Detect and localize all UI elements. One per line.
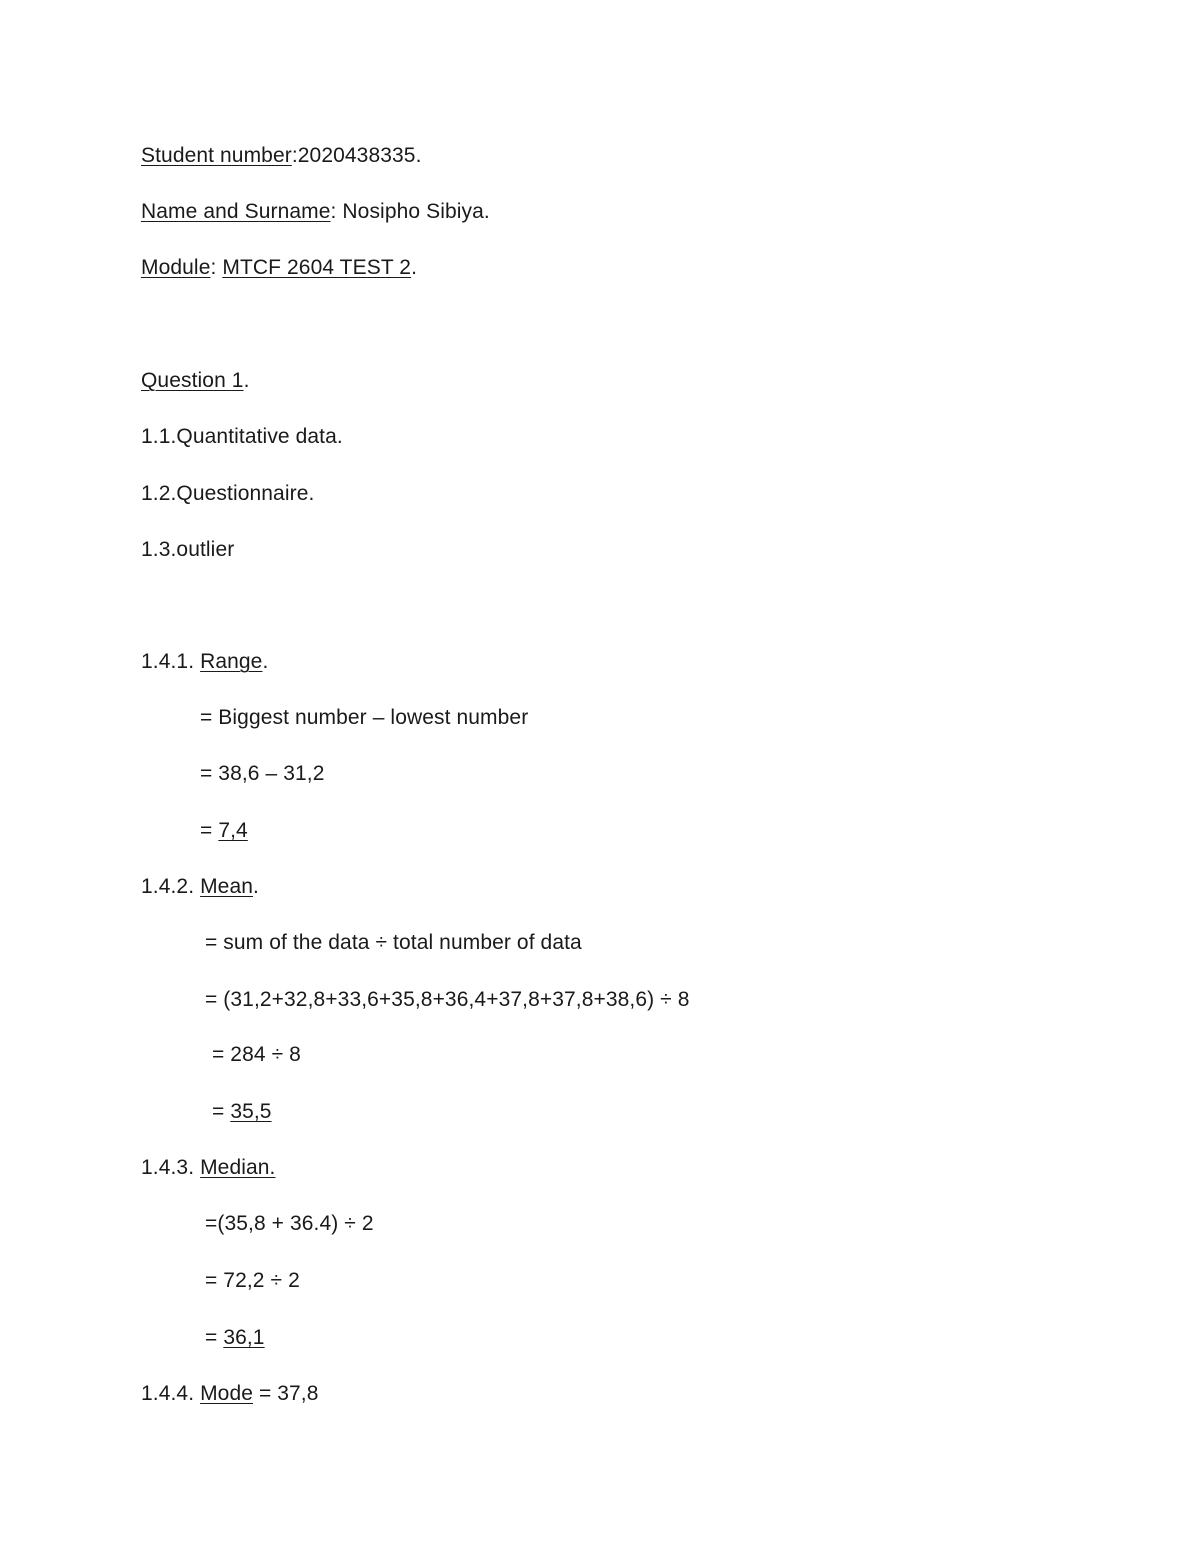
range-step-3 [200, 818, 248, 844]
median-heading [141, 1155, 276, 1181]
name-surname-value: : Nosipho Sibiya. [330, 200, 490, 223]
module-label: Module [141, 256, 211, 279]
mean-number: 1.4.2. [141, 875, 201, 898]
mode-value: = 37,8 [253, 1382, 319, 1405]
mean-answer: 35,5 [230, 1100, 272, 1123]
module-end: . [411, 256, 418, 279]
range-heading [141, 649, 268, 675]
mean-label-end: . [253, 875, 259, 898]
name-surname-line [141, 199, 490, 225]
range-step-1: = Biggest number – lowest number [200, 706, 529, 729]
median-step-2: = 72,2 ÷ 2 [205, 1269, 300, 1292]
module-separator: : [210, 256, 223, 279]
median-answer: 36,1 [223, 1326, 265, 1349]
mean-step-1: = sum of the data ÷ total number of data [205, 931, 582, 954]
range-answer: 7,4 [218, 819, 248, 842]
mean-heading [141, 874, 259, 900]
range-label: Range [200, 650, 263, 673]
range-step-2: = 38,6 – 31,2 [200, 762, 325, 785]
median-number: 1.4.3. [141, 1156, 201, 1179]
mean-step-2: = (31,2+32,8+33,6+35,8+36,4+37,8+37,8+38,6) ÷ 8 [205, 988, 690, 1011]
range-step-3-prefix: = [200, 819, 219, 842]
mean-step-3: = 284 ÷ 8 [212, 1043, 301, 1066]
question-1-end: . [243, 369, 250, 392]
student-number-value: :2020438335. [291, 144, 422, 167]
median-step-1: =(35,8 + 36.4) ÷ 2 [205, 1212, 374, 1235]
mode-line [141, 1381, 319, 1407]
student-number-label: Student number [141, 144, 292, 167]
module-value: MTCF 2604 TEST 2 [222, 256, 412, 279]
range-number: 1.4.1. [141, 650, 201, 673]
name-surname-label: Name and Surname [141, 200, 331, 223]
median-label: Median. [200, 1156, 276, 1179]
question-1-label: Question 1 [141, 369, 244, 392]
answer-1-2: 1.2.Questionnaire. [141, 482, 315, 505]
median-step-3-prefix: = [205, 1326, 224, 1349]
answer-1-1: 1.1.Quantitative data. [141, 425, 343, 448]
mean-step-4-prefix: = [212, 1100, 231, 1123]
mean-step-4 [212, 1099, 272, 1125]
question-1-title [141, 368, 250, 394]
student-number-line [141, 143, 422, 169]
mode-label: Mode [200, 1382, 254, 1405]
module-line [141, 255, 417, 281]
mode-number: 1.4.4. [141, 1382, 201, 1405]
median-step-3 [205, 1325, 265, 1351]
mean-label: Mean [200, 875, 254, 898]
range-label-end: . [262, 650, 269, 673]
answer-1-3: 1.3.outlier [141, 538, 235, 561]
